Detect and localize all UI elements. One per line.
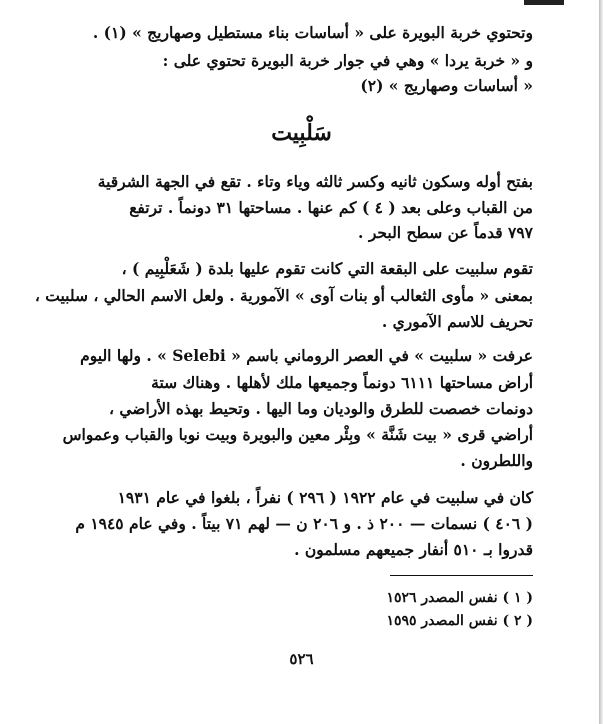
text-line-14: واللطرون . <box>460 451 533 470</box>
text-line-2: و « خربة يردا » وهي في جوار خربة البويرة تحتوي على : <box>162 51 533 70</box>
text-line-9: تحريف للاسم الآموري . <box>381 312 533 331</box>
text-line-3: « أساسات وصهاريج » (٢) <box>360 76 533 95</box>
section-title: سَلْبِيت <box>271 120 332 146</box>
footnote-2: ( ٢ ) نفس المصدر ١٥٩٥ <box>386 613 533 629</box>
text-line-17: قدروا بـ ٥١٠ أنفار جميعهم مسلمون . <box>294 540 533 559</box>
text-line-16: ( ٤٠٦ ) نسمات — ٢٠٠ ذ . و ٢٠٦ ن — لهم ٧١ بيتاً . وفي عام ١٩٤٥ م <box>75 514 533 533</box>
text-line-4: بفتح أوله وسكون ثانيه وكسر ثالثه وياء وتاء . تقع في الجهة الشرقية <box>97 172 533 191</box>
text-line-10: عرفت « سلبيت » في العصر الروماني باسم « Selebi » . ولها اليوم <box>80 346 533 365</box>
footnote-divider <box>390 575 533 576</box>
text-line-6: ٧٩٧ قدماً عن سطح البحر . <box>358 223 533 242</box>
page-number: ٥٢٦ <box>289 650 314 668</box>
text-line-1: وتحتوي خربة البويرة على « أساسات بناء مستطيل وصهاريج » (١) . <box>92 23 533 42</box>
right-edge-shadow <box>599 0 603 724</box>
text-line-12: دونمات خصصت للطرق والوديان وما اليها . وتحيط بهذه الأراضي ، <box>108 399 533 418</box>
top-edge-mark <box>524 0 564 5</box>
text-line-8: بمعنى « مأوى الثعالب أو بنات آوى » الآمورية . ولعل الاسم الحالي ، سلبيت ، <box>34 286 533 305</box>
text-line-7: تقوم سلبيت على البقعة التي كانت تقوم عليها بلدة ( شَعَلْبِيم ) ، <box>121 259 533 278</box>
text-line-5: من القباب وعلى بعد ( ٤ ) كم عنها . مساحتها ٣١ دونماً . ترتفع <box>129 198 533 217</box>
text-line-13: أراضي قرى « بيت شَنَّة » وبِئْر معين والبويرة وبيت نوبا والقباب وعمواس <box>62 425 533 444</box>
footnote-1: ( ١ ) نفس المصدر ١٥٢٦ <box>386 590 533 606</box>
text-line-11: أراض مساحتها ٦١١١ دونماً وجميعها ملك لأهلها . وهناك ستة <box>151 373 533 392</box>
text-line-15: كان في سلبيت في عام ١٩٢٢ ( ٢٩٦ ) نفراً ، بلغوا في عام ١٩٣١ <box>117 488 533 507</box>
